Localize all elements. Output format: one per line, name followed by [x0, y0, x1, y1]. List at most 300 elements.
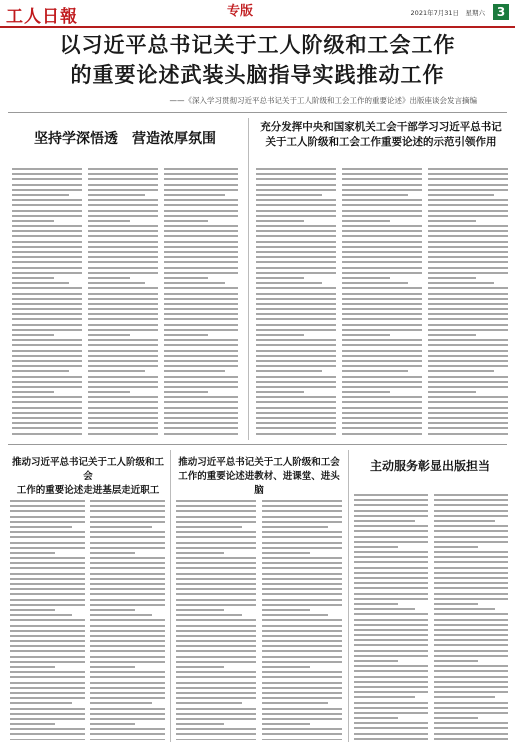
body-text-line — [164, 215, 238, 217]
body-text-line — [90, 588, 165, 590]
article-5-title: 主动服务彰显出版担当 — [369, 459, 490, 473]
body-text-line — [434, 536, 508, 538]
page-number-badge: 3 — [493, 4, 509, 20]
body-text-line — [256, 277, 304, 279]
body-text-line — [176, 573, 256, 575]
body-text-line — [176, 516, 256, 518]
article-1-column-2 — [88, 168, 158, 438]
body-text-line — [90, 656, 165, 658]
body-text-line — [176, 510, 256, 512]
body-text-line — [12, 433, 82, 435]
body-text-line — [10, 526, 72, 528]
body-text-line — [342, 235, 422, 237]
body-text-line — [256, 261, 336, 263]
body-text-line — [90, 593, 165, 595]
article-1-title: 坚持学深悟透 营造浓厚氛围 — [34, 131, 216, 147]
body-text-line — [354, 515, 428, 517]
body-text-line — [262, 650, 342, 652]
body-text-line — [90, 614, 152, 616]
body-text-line — [90, 630, 165, 632]
section-label: 专版 — [226, 4, 253, 19]
body-text-line — [354, 634, 428, 636]
body-text-line — [434, 577, 508, 579]
body-text-line — [88, 313, 158, 315]
body-text-line — [10, 516, 85, 518]
body-text-line — [12, 313, 82, 315]
body-text-line — [12, 417, 82, 419]
body-text-line — [428, 287, 508, 289]
body-text-line — [354, 686, 428, 688]
body-text-line — [434, 712, 508, 714]
body-text-line — [262, 645, 342, 647]
body-text-line — [428, 376, 508, 378]
body-text-line — [90, 702, 152, 704]
body-text-line — [12, 267, 82, 269]
body-text-line — [10, 630, 85, 632]
body-text-line — [12, 360, 82, 362]
article-2-column-2 — [342, 168, 422, 438]
body-text-line — [354, 681, 428, 683]
body-text-line — [434, 691, 508, 693]
body-text-line — [88, 230, 158, 232]
body-text-line — [12, 225, 82, 227]
body-text-line — [176, 713, 256, 715]
body-text-line — [88, 220, 130, 222]
body-text-line — [262, 702, 328, 704]
body-text-line — [90, 573, 165, 575]
body-text-line — [434, 494, 508, 496]
body-text-line — [12, 261, 82, 263]
body-text-line — [12, 204, 82, 206]
body-text-line — [90, 676, 165, 678]
body-text-line — [262, 604, 342, 606]
body-text-line — [434, 655, 508, 657]
body-text-line — [10, 666, 55, 668]
body-text-line — [342, 303, 422, 305]
body-text-line — [262, 510, 342, 512]
body-text-line — [10, 687, 85, 689]
body-text-line — [90, 661, 165, 663]
body-text-line — [256, 313, 336, 315]
body-text-line — [10, 552, 55, 554]
body-text-line — [88, 235, 158, 237]
body-text-line — [434, 629, 508, 631]
body-text-line — [256, 282, 322, 284]
body-text-line — [12, 277, 54, 279]
body-text-line — [10, 723, 55, 725]
body-text-line — [354, 536, 428, 538]
body-text-line — [256, 350, 336, 352]
body-text-line — [10, 510, 85, 512]
body-text-line — [164, 261, 238, 263]
body-text-line — [256, 199, 336, 201]
body-text-line — [10, 557, 85, 559]
body-text-line — [12, 230, 82, 232]
body-text-line — [262, 536, 342, 538]
body-text-line — [428, 293, 508, 295]
body-text-line — [12, 298, 82, 300]
body-text-line — [10, 739, 85, 740]
body-text-line — [176, 640, 256, 642]
body-text-line — [256, 401, 336, 403]
body-text-line — [164, 350, 238, 352]
body-text-line — [354, 624, 428, 626]
body-text-line — [10, 656, 85, 658]
body-text-line — [256, 381, 336, 383]
body-text-line — [176, 542, 256, 544]
body-text-line — [256, 246, 336, 248]
body-text-line — [164, 287, 238, 289]
body-text-line — [354, 733, 428, 735]
body-text-line — [342, 417, 422, 419]
body-text-line — [12, 194, 69, 196]
body-text-line — [90, 521, 165, 523]
body-text-line — [88, 241, 158, 243]
body-text-line — [342, 329, 422, 331]
body-text-line — [12, 272, 82, 274]
body-text-line — [164, 235, 238, 237]
body-text-line — [428, 407, 508, 409]
body-text-line — [256, 168, 336, 170]
body-text-line — [10, 583, 85, 585]
body-text-line — [354, 629, 428, 631]
body-text-line — [12, 287, 82, 289]
main-headline-line2: 的重要论述武装头脑指导实践推动工作 — [70, 63, 445, 87]
body-text-line — [12, 251, 82, 253]
body-text-line — [342, 391, 390, 393]
body-text-line — [10, 718, 85, 720]
body-text-line — [90, 708, 165, 710]
body-text-line — [354, 639, 428, 641]
body-text-line — [434, 593, 508, 595]
body-text-line — [10, 614, 72, 616]
body-text-line — [10, 671, 85, 673]
body-text-line — [10, 542, 85, 544]
body-text-line — [256, 189, 336, 191]
body-text-line — [342, 261, 422, 263]
body-text-line — [90, 567, 165, 569]
body-text-line — [342, 267, 422, 269]
body-text-line — [354, 541, 428, 543]
body-text-line — [354, 587, 428, 589]
body-text-line — [342, 365, 422, 367]
body-text-line — [342, 277, 390, 279]
body-text-line — [164, 168, 238, 170]
body-text-line — [262, 547, 342, 549]
article-4-column-1 — [176, 500, 256, 740]
body-text-line — [164, 417, 238, 419]
newspaper-logo: 工人日報 — [6, 7, 78, 27]
body-text-line — [428, 246, 508, 248]
body-text-line — [342, 220, 390, 222]
body-text-line — [256, 376, 336, 378]
body-text-line — [12, 178, 82, 180]
body-text-line — [434, 707, 508, 709]
body-text-line — [176, 656, 256, 658]
body-text-line — [88, 329, 158, 331]
body-text-line — [342, 339, 422, 341]
body-text-line — [10, 578, 85, 580]
body-text-line — [434, 696, 495, 698]
body-text-line — [354, 525, 428, 527]
article-3-title — [8, 456, 168, 498]
body-text-line — [10, 697, 85, 699]
body-text-line — [164, 334, 208, 336]
body-text-line — [176, 593, 256, 595]
column-divider — [348, 450, 349, 742]
article-2-title-line1: 充分发挥中央和国家机关工会干部学习习近平总书记 — [260, 121, 502, 133]
body-text-line — [256, 178, 336, 180]
body-text-line — [428, 178, 508, 180]
body-text-line — [434, 639, 508, 641]
body-text-line — [176, 671, 256, 673]
body-text-line — [256, 339, 336, 341]
body-text-line — [428, 360, 508, 362]
body-text-line — [342, 210, 422, 212]
body-text-line — [342, 287, 422, 289]
body-text-line — [428, 303, 508, 305]
body-text-line — [434, 567, 508, 569]
body-text-line — [354, 530, 428, 532]
body-text-line — [10, 573, 85, 575]
body-text-line — [342, 230, 422, 232]
body-text-line — [88, 194, 145, 196]
body-text-line — [262, 614, 328, 616]
body-text-line — [428, 381, 508, 383]
body-text-line — [354, 619, 428, 621]
body-text-line — [90, 510, 165, 512]
body-text-line — [342, 256, 422, 258]
body-text-line — [342, 360, 422, 362]
body-text-line — [262, 573, 342, 575]
body-text-line — [10, 645, 85, 647]
body-text-line — [256, 365, 336, 367]
body-text-line — [90, 687, 165, 689]
body-text-line — [164, 396, 238, 398]
body-text-line — [176, 578, 256, 580]
main-subtitle: ——《深入学习贯彻习近平总书记关于工人阶级和工会工作的重要论述》出版座谈会发言摘编 — [169, 96, 477, 105]
body-text-line — [434, 660, 478, 662]
article-4-title — [174, 456, 344, 498]
body-text-line — [176, 531, 256, 533]
body-text-line — [164, 386, 238, 388]
body-text-line — [90, 609, 135, 611]
body-text-line — [164, 267, 238, 269]
body-text-line — [10, 733, 85, 735]
body-text-line — [434, 644, 508, 646]
body-text-line — [256, 256, 336, 258]
body-text-line — [428, 189, 508, 191]
article-4-column-2 — [262, 500, 342, 740]
body-text-line — [12, 401, 82, 403]
body-text-line — [428, 427, 508, 429]
body-text-line — [176, 599, 256, 601]
body-text-line — [434, 702, 508, 704]
body-text-line — [342, 313, 422, 315]
body-text-line — [176, 702, 242, 704]
body-text-line — [354, 722, 428, 724]
body-text-line — [10, 536, 85, 538]
body-text-line — [88, 401, 158, 403]
body-text-line — [434, 738, 508, 740]
body-text-line — [354, 561, 428, 563]
body-text-line — [354, 696, 415, 698]
body-text-line — [354, 676, 428, 678]
body-text-line — [176, 547, 256, 549]
body-text-line — [428, 215, 508, 217]
body-text-line — [428, 334, 476, 336]
body-text-line — [90, 723, 135, 725]
body-text-line — [12, 407, 82, 409]
body-text-line — [342, 412, 422, 414]
body-text-line — [10, 676, 85, 678]
body-text-line — [176, 609, 224, 611]
body-text-line — [176, 728, 256, 730]
body-text-line — [176, 500, 256, 502]
body-text-line — [262, 562, 342, 564]
body-text-line — [12, 365, 82, 367]
body-text-line — [354, 551, 428, 553]
body-text-line — [164, 178, 238, 180]
body-text-line — [354, 712, 428, 714]
body-text-line — [164, 401, 238, 403]
body-text-line — [256, 355, 336, 357]
body-text-line — [10, 609, 55, 611]
body-text-line — [428, 168, 508, 170]
body-text-line — [262, 599, 342, 601]
body-text-line — [262, 588, 342, 590]
body-text-line — [176, 708, 256, 710]
body-text-line — [164, 376, 238, 378]
body-text-line — [12, 376, 82, 378]
body-text-line — [256, 329, 336, 331]
body-text-line — [176, 552, 224, 554]
body-text-line — [428, 194, 494, 196]
body-text-line — [12, 256, 82, 258]
body-text-line — [88, 303, 158, 305]
body-text-line — [164, 256, 238, 258]
body-text-line — [342, 324, 422, 326]
body-text-line — [434, 510, 508, 512]
body-text-line — [262, 625, 342, 627]
body-text-line — [12, 220, 54, 222]
body-text-line — [164, 427, 238, 429]
body-text-line — [428, 225, 508, 227]
body-text-line — [176, 692, 256, 694]
body-text-line — [164, 204, 238, 206]
body-text-line — [10, 692, 85, 694]
body-text-line — [428, 412, 508, 414]
body-text-line — [164, 355, 238, 357]
body-text-line — [164, 360, 238, 362]
body-text-line — [176, 505, 256, 507]
body-text-line — [88, 184, 158, 186]
body-text-line — [354, 655, 428, 657]
body-text-line — [10, 619, 85, 621]
body-text-line — [88, 246, 158, 248]
body-text-line — [428, 433, 508, 435]
body-text-line — [354, 727, 428, 729]
body-text-line — [256, 334, 304, 336]
body-text-line — [10, 593, 85, 595]
body-text-line — [428, 350, 508, 352]
body-text-line — [164, 365, 238, 367]
body-text-line — [354, 650, 428, 652]
body-text-line — [354, 665, 428, 667]
body-text-line — [90, 718, 165, 720]
body-text-line — [428, 204, 508, 206]
body-text-line — [164, 225, 238, 227]
body-text-line — [428, 184, 508, 186]
body-text-line — [262, 635, 342, 637]
body-text-line — [428, 256, 508, 258]
body-text-line — [256, 344, 336, 346]
body-text-line — [88, 225, 158, 227]
body-text-line — [342, 189, 422, 191]
body-text-line — [164, 246, 238, 248]
body-text-line — [434, 624, 508, 626]
body-text-line — [88, 433, 158, 435]
body-text-line — [256, 204, 336, 206]
body-text-line — [88, 334, 130, 336]
body-text-line — [176, 650, 256, 652]
body-text-line — [262, 619, 342, 621]
body-text-line — [434, 681, 508, 683]
body-text-line — [88, 381, 158, 383]
body-text-line — [262, 516, 342, 518]
body-text-line — [88, 370, 145, 372]
body-text-line — [176, 661, 256, 663]
body-text-line — [88, 251, 158, 253]
body-text-line — [164, 277, 208, 279]
body-text-line — [262, 640, 342, 642]
body-text-line — [176, 583, 256, 585]
article-2-column-3 — [428, 168, 508, 438]
body-text-line — [354, 702, 428, 704]
body-text-line — [12, 344, 82, 346]
body-text-line — [90, 599, 165, 601]
body-text-line — [428, 261, 508, 263]
body-text-line — [342, 272, 422, 274]
body-text-line — [262, 739, 342, 740]
body-text-line — [90, 682, 165, 684]
body-text-line — [88, 308, 158, 310]
body-text-line — [428, 308, 508, 310]
body-text-line — [176, 526, 242, 528]
body-text-line — [88, 256, 158, 258]
body-text-line — [164, 282, 225, 284]
body-text-line — [12, 396, 82, 398]
body-text-line — [256, 251, 336, 253]
body-text-line — [176, 557, 256, 559]
body-text-line — [256, 308, 336, 310]
body-text-line — [354, 546, 398, 548]
body-text-line — [12, 210, 82, 212]
divider — [8, 112, 507, 113]
body-text-line — [434, 587, 508, 589]
body-text-line — [428, 220, 476, 222]
body-text-line — [12, 308, 82, 310]
body-text-line — [256, 298, 336, 300]
body-text-line — [12, 422, 82, 424]
body-text-line — [90, 552, 135, 554]
column-divider — [170, 450, 171, 742]
body-text-line — [256, 386, 336, 388]
body-text-line — [354, 691, 428, 693]
body-text-line — [88, 365, 158, 367]
body-text-line — [10, 713, 85, 715]
body-text-line — [176, 635, 256, 637]
